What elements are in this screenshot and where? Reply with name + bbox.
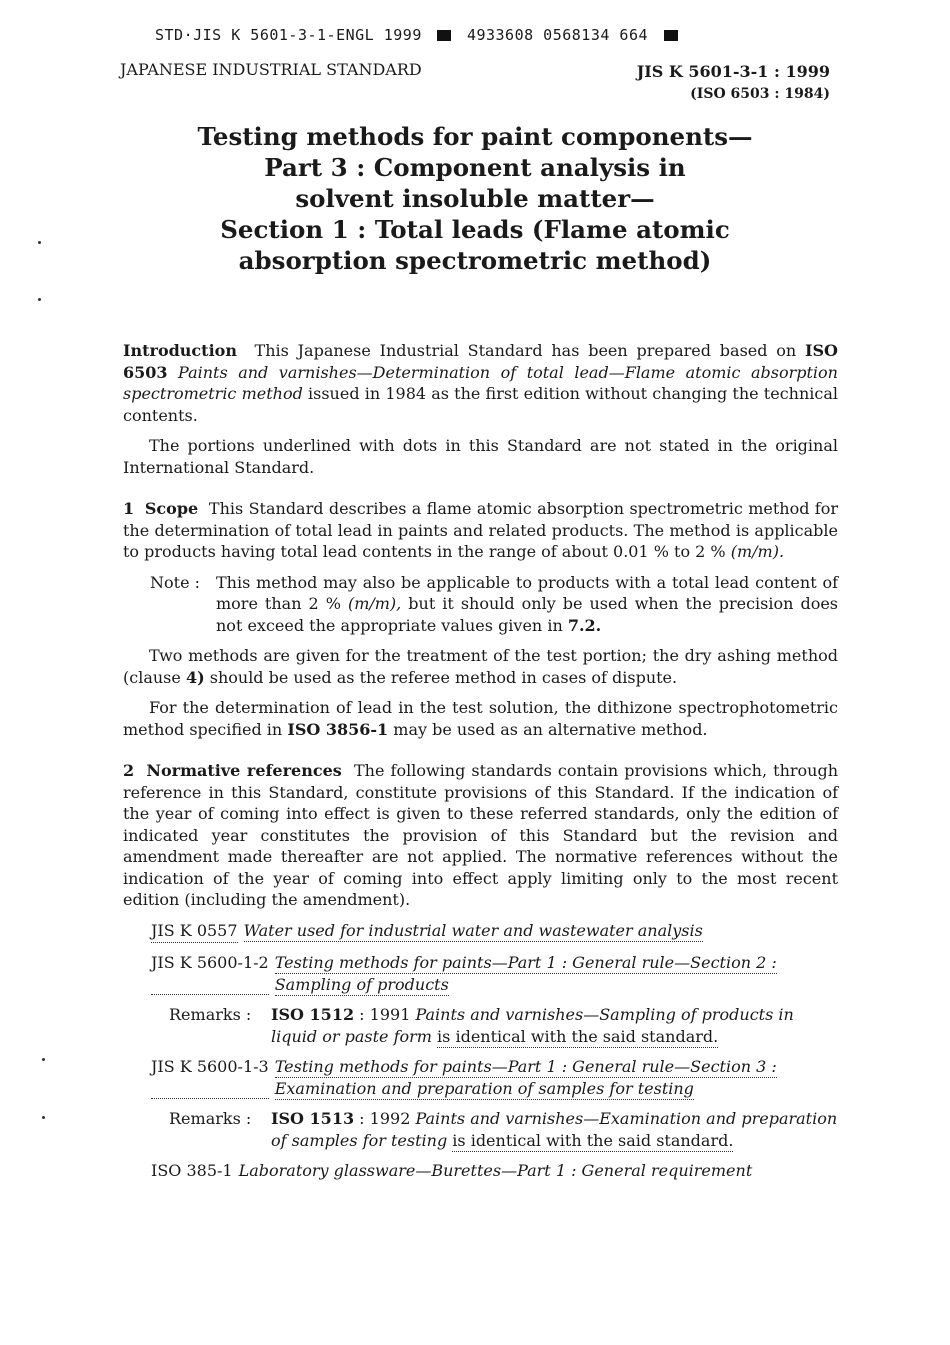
note-label: Note : [150, 572, 201, 592]
reference-code: ISO 385-1 [151, 1161, 233, 1180]
reference-item [151, 920, 838, 944]
reference-code: JIS K 5600-1-2 [151, 952, 269, 995]
standard-label: JAPANESE INDUSTRIAL STANDARD [120, 60, 422, 79]
standard-code-block [637, 60, 830, 106]
title-line: absorption spectrometric method) [238, 246, 712, 275]
reference-title: Laboratory glassware—Burettes—Part 1 : General requirement [238, 1161, 753, 1180]
scope-methods-paragraph: Two methods are given for the treatment of the test portion; the dry ashing method (clause 4) should be used as the referee method in cases of dispute. [123, 646, 838, 687]
remarks-text: ISO 1512 : 1991 Paints and varnishes—Sampling of products in liquid or paste form is identical with the said standard. [271, 1005, 794, 1046]
reference-item [151, 952, 838, 995]
scan-speck [42, 1058, 45, 1061]
normative-references-paragraph: 2 Normative references The following standards contain provisions which, through reference in this Standard, constitute provisions of this Standard. If the indication of the year of coming into effect is given to these referred standards, only the edition of indicated year constitutes the provision of this Standard but the revision and amendment made thereafter are not applied. The normative references without the indication of the year of coming into effect apply limiting only to the most recent edition (including the amendment). [123, 761, 839, 909]
note-text: This method may also be applicable to products with a total lead content of more than 2 % (m/m), but it should only be used when the precision does not exceed the appropriate values given in 7.2. [216, 572, 839, 635]
reference-remarks [169, 1004, 838, 1047]
remarks-label: Remarks : [169, 1109, 252, 1128]
reference-code: JIS K 0557 [151, 920, 238, 944]
introduction-note-paragraph: The portions underlined with dots in this Standard are not stated in the original International Standard. [123, 436, 838, 477]
std-id-text: STD·JIS K 5601-3-1-ENGL 1999 [155, 26, 422, 44]
title-line: Testing methods for paint components— [197, 122, 753, 151]
scan-speck [42, 1116, 45, 1119]
reference-item [151, 1160, 838, 1182]
black-block-mark [437, 30, 451, 41]
reference-code: JIS K 5600-1-3 [151, 1056, 269, 1099]
title-line: Section 1 : Total leads (Flame atomic [220, 215, 730, 244]
reference-title: Testing methods for paints—Part 1 : General rule—Section 3 : Examination and preparation of samples for testing [274, 1057, 777, 1098]
section-heading-scope: Scope [144, 499, 199, 518]
reference-title: Testing methods for paints—Part 1 : General rule—Section 2 : Sampling of products [274, 953, 777, 994]
title-line: Part 3 : Component analysis in [264, 153, 686, 182]
standard-code: JIS K 5601-3-1 : 1999 [636, 62, 830, 81]
introduction-paragraph: Introduction This Japanese Industrial Standard has been prepared based on ISO 6503 Paints and varnishes—Determination of total lead—Flame atomic absorption spectrometric method issued in 1984 as the first edition without changing the technical contents. [123, 341, 839, 425]
scope-alternative-paragraph: For the determination of lead in the test solution, the dithizone spectrophotometric method specified in ISO 3856-1 may be used as an alternative method. [123, 698, 838, 739]
remarks-label: Remarks : [169, 1005, 252, 1024]
std-id-number: 4933608 0568134 664 [466, 26, 649, 44]
remarks-text: ISO 1513 : 1992 Paints and varnishes—Examination and preparation of samples for testing is identical with the said standard. [271, 1109, 838, 1150]
black-block-mark [664, 30, 678, 41]
iso-equivalent: (ISO 6503 : 1984) [690, 86, 830, 102]
scope-paragraph: 1 Scope This Standard describes a flame atomic absorption spectrometric method for the determination of total lead in paints and related products. The method is applicable to products having total lead contents in the range of about 0.01 % to 2 % (m/m). [123, 499, 839, 561]
reference-remarks [169, 1108, 838, 1151]
reference-title: Water used for industrial water and wastewater analysis [243, 920, 703, 940]
document-title [150, 121, 800, 276]
section-number: 1 [123, 499, 135, 518]
scan-speck [38, 298, 41, 301]
document-body [123, 340, 838, 1182]
section-heading-introduction: Introduction [123, 341, 237, 360]
reference-item [151, 1056, 838, 1099]
std-id-line [155, 26, 684, 44]
scan-speck [38, 241, 41, 244]
scope-note [150, 572, 838, 637]
section-number: 2 [123, 761, 135, 780]
section-heading-normative-references: Normative references [146, 761, 342, 780]
title-line: solvent insoluble matter— [295, 184, 655, 213]
